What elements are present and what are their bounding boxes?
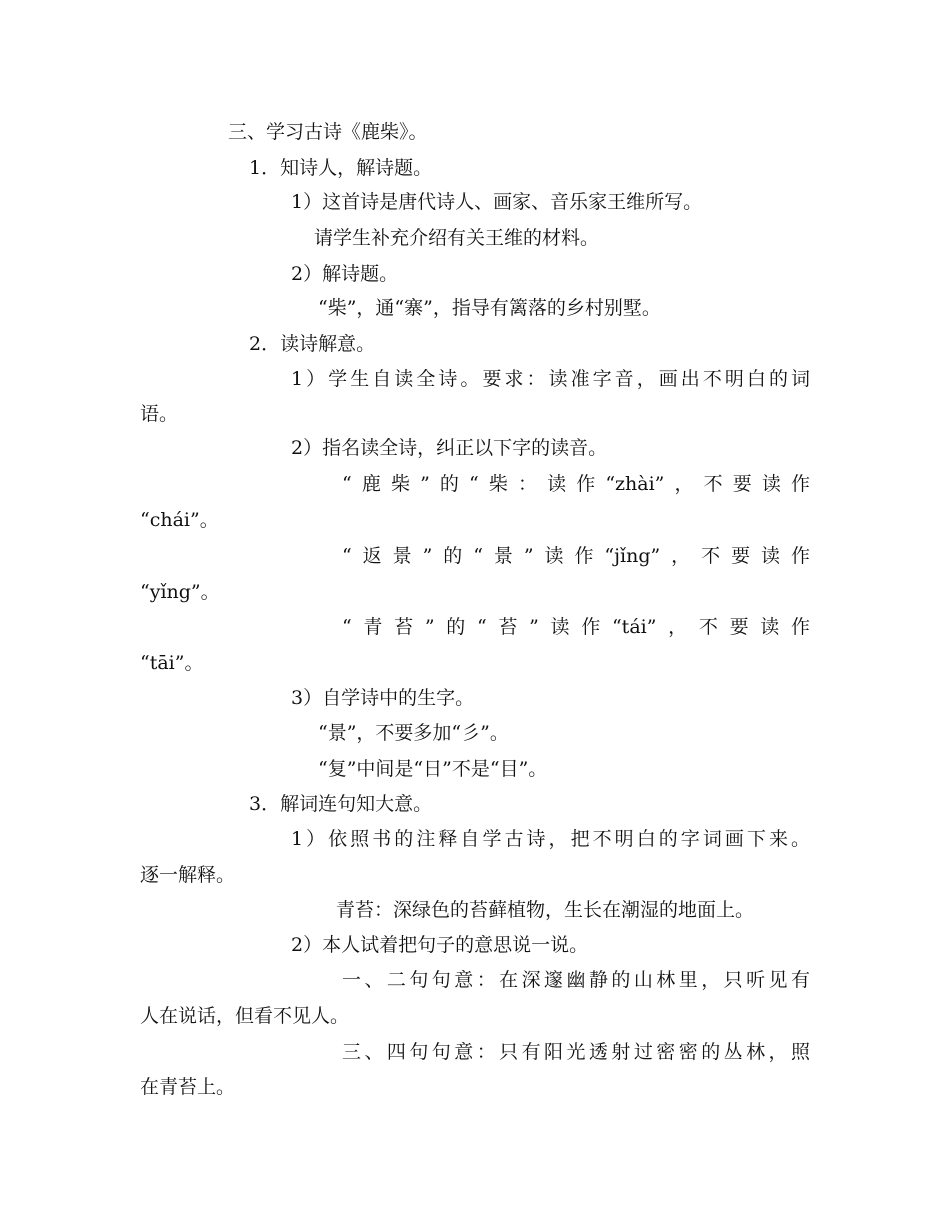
paragraph-self-read: 1）学生自读全诗。要求：读准字音，画出不明白的词 (291, 368, 810, 390)
subsection-title-1: 1．知诗人，解诗题。 (249, 157, 433, 179)
pronunciation-note-1: “鹿柴”的“柴：读作“zhài”，不要读作 (342, 473, 810, 495)
pronunciation-note-3-cont: “tāi”。 (140, 652, 204, 674)
subsection-title-2: 2．读诗解意。 (249, 333, 376, 355)
paragraph-new-chars: 3）自学诗中的生字。 (291, 687, 475, 709)
char-note-1: “景”，不要多加“彡”。 (318, 722, 509, 744)
pronunciation-note-2: “返景”的“景”读作“jǐng”，不要读作 (342, 545, 810, 567)
paragraph-title-explain: 2）解诗题。 (291, 263, 399, 285)
paragraph-read-correct: 2）指名读全诗，纠正以下字的读音。 (291, 437, 608, 459)
pronunciation-note-2-cont: “yǐng”。 (140, 581, 220, 603)
meaning-lines-1-2: 一、二句句意：在深邃幽静的山林里，只听见有 (342, 969, 810, 991)
pronunciation-note-3: “青苔”的“苔”读作“tái”，不要读作 (342, 616, 810, 638)
paragraph-poet: 1）这首诗是唐代诗人、画家、音乐家王维所写。 (291, 191, 703, 213)
paragraph-annotate: 1）依照书的注释自学古诗，把不明白的字词画下来。 (291, 828, 810, 850)
paragraph-explain-lines: 2）本人试着把句子的意思说一说。 (291, 934, 589, 956)
paragraph-poet-note: 请学生补充介绍有关王维的材料。 (314, 227, 600, 249)
paragraph-annotate-cont: 逐一解释。 (140, 864, 236, 886)
gloss-moss: 青苔：深绿色的苔藓植物，生长在潮湿的地面上。 (336, 899, 755, 921)
pronunciation-note-1-cont: “chái”。 (140, 509, 219, 531)
paragraph-title-note: “柴”，通“寨”，指导有篱落的乡村别墅。 (318, 297, 661, 319)
subsection-title-3: 3．解词连句知大意。 (249, 793, 433, 815)
meaning-lines-3-4-cont: 在青苔上。 (140, 1076, 236, 1098)
paragraph-self-read-cont: 语。 (140, 403, 179, 425)
meaning-lines-3-4: 三、四句句意：只有阳光透射过密密的丛林，照 (342, 1041, 810, 1063)
meaning-lines-1-2-cont: 人在说话，但看不见人。 (140, 1005, 350, 1027)
char-note-2: “复”中间是“日”不是“目”。 (318, 758, 548, 780)
section-title: 三、学习古诗《鹿柴》。 (228, 121, 428, 143)
